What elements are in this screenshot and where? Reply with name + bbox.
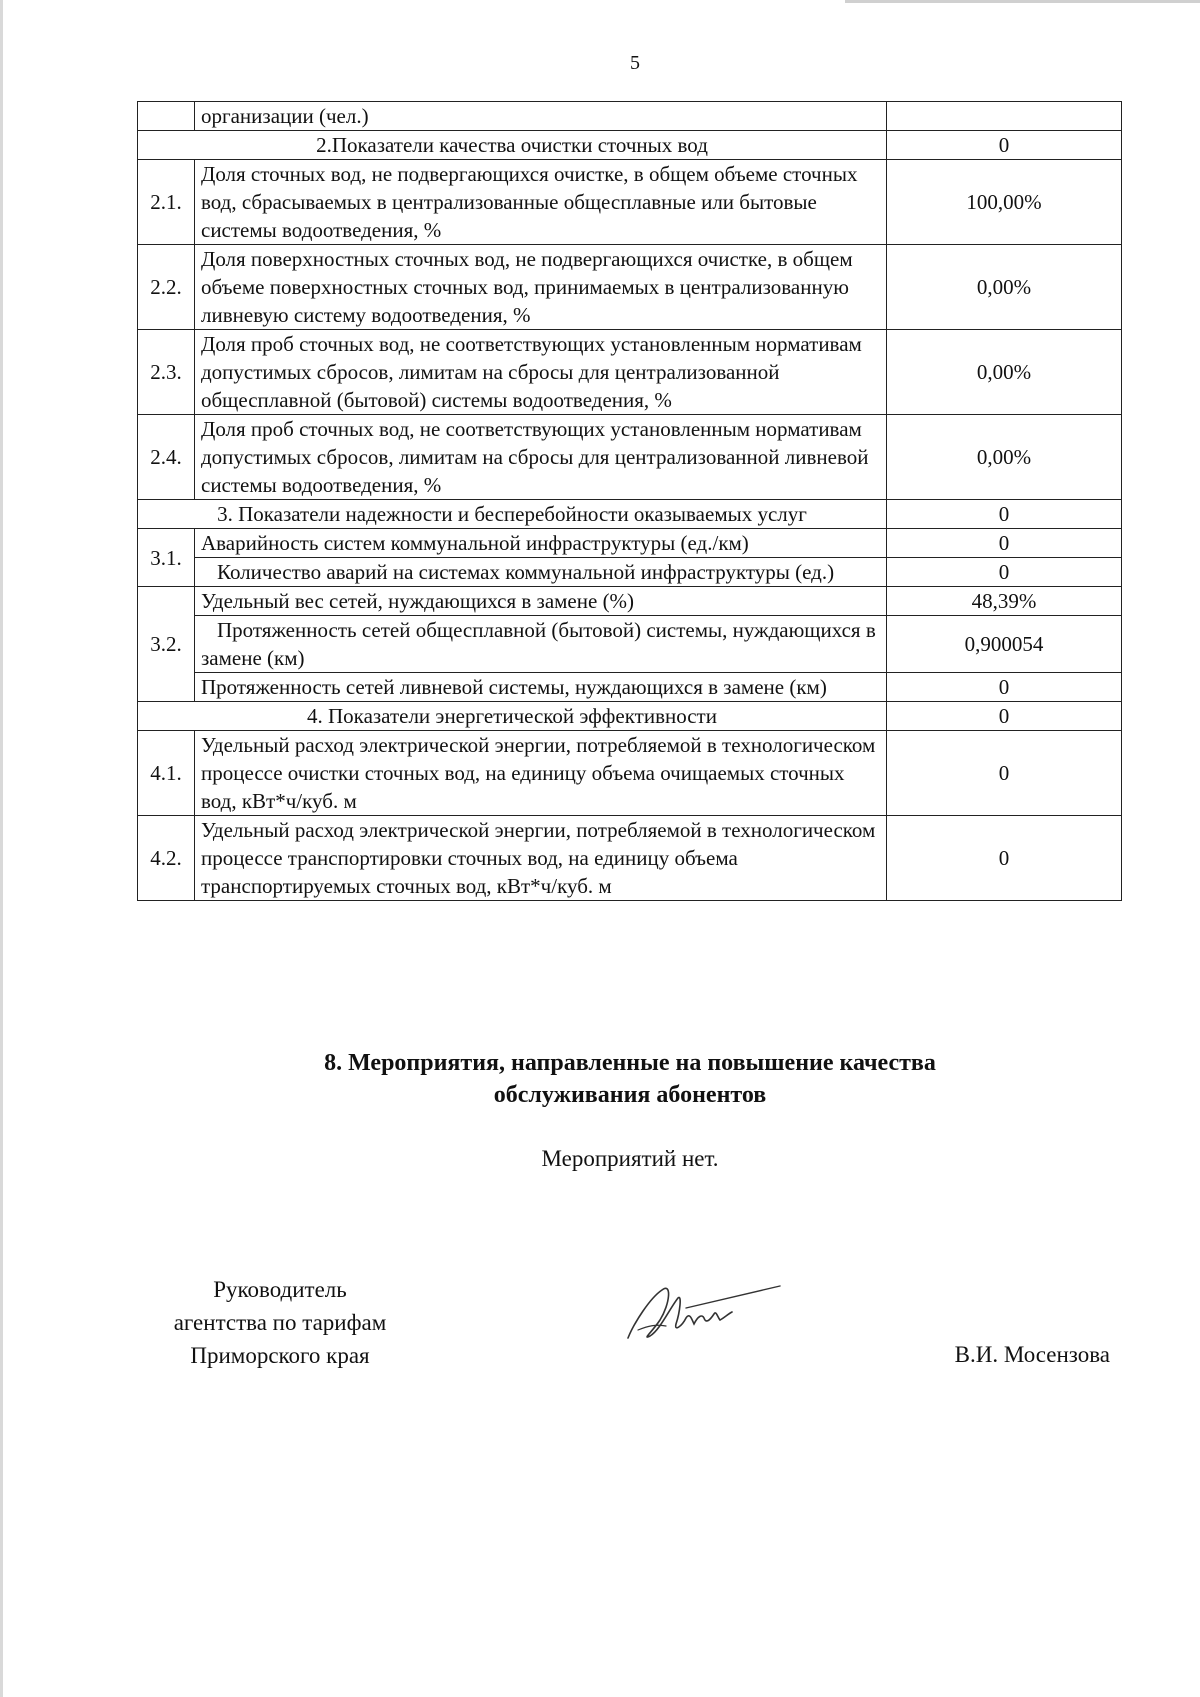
table-row [138, 816, 1122, 901]
indicator-name: организации (чел.) [195, 102, 887, 131]
table-row [138, 529, 1122, 558]
indicator-value: 0 [887, 731, 1122, 816]
indicator-name: Удельный вес сетей, нуждающихся в замене (%) [195, 587, 887, 616]
indicator-name: Доля проб сточных вод, не соответствующих установленным нормативам допустимых сбросов, лимитам на сбросы для централизованной общесплавной (бытовой) системы водоотведения, % [195, 330, 887, 415]
table-row [138, 558, 1122, 587]
section-title: 4. Показатели энергетической эффективности [138, 702, 887, 731]
section-row [138, 131, 1122, 160]
indicator-value: 0,00% [887, 330, 1122, 415]
table-row [138, 415, 1122, 500]
indicator-name: Протяженность сетей ливневой системы, нуждающихся в замене (км) [195, 673, 887, 702]
no-measures-note: Мероприятий нет. [541, 1146, 719, 1171]
indicator-name: Количество аварий на системах коммунальной инфраструктуры (ед.) [195, 558, 887, 587]
handwritten-signature [620, 1268, 790, 1353]
indicator-value: 0 [887, 529, 1122, 558]
indicator-value: 0,900054 [887, 616, 1122, 673]
indicator-value: 0 [887, 673, 1122, 702]
role-line: Приморского края [190, 1343, 370, 1368]
role-line: агентства по тарифам [173, 1310, 387, 1335]
table-row [138, 673, 1122, 702]
row-number: 4.1. [138, 731, 195, 816]
table-row [138, 587, 1122, 616]
indicator-name: Доля сточных вод, не подвергающихся очистке, в общем объеме сточных вод, сбрасываемых в централизованные общесплавные или бытовые системы водоотведения, % [195, 160, 887, 245]
indicator-name: Удельный расход электрической энергии, потребляемой в технологическом процессе очистки сточных вод, на единицу объема очищаемых сточных вод, кВт*ч/куб. м [195, 731, 887, 816]
heading-line: обслуживания абонентов [493, 1082, 767, 1108]
section-title: 3. Показатели надежности и бесперебойности оказываемых услуг [138, 500, 887, 529]
scan-edge [0, 0, 3, 1697]
indicator-name: Удельный расход электрической энергии, потребляемой в технологическом процессе транспортировки сточных вод, на единицу объема транспортируемых сточных вод, кВт*ч/куб. м [195, 816, 887, 901]
row-number: 3.1. [138, 529, 195, 587]
indicator-value: 0 [887, 131, 1122, 160]
table-row [138, 330, 1122, 415]
indicator-name: Протяженность сетей общесплавной (бытовой) системы, нуждающихся в замене (км) [195, 616, 887, 673]
indicators-table [137, 101, 1122, 901]
indicator-value [887, 102, 1122, 131]
section-row [138, 500, 1122, 529]
indicator-value: 48,39% [887, 587, 1122, 616]
indicator-name: Аварийность систем коммунальной инфраструктуры (ед./км) [195, 529, 887, 558]
signatory-name: В.И. Мосензова [954, 1342, 1110, 1367]
indicator-name: Доля проб сточных вод, не соответствующих установленным нормативам допустимых сбросов, лимитам на сбросы для централизованной ливневой системы водоотведения, % [195, 415, 887, 500]
row-number: 2.3. [138, 330, 195, 415]
row-number: 2.4. [138, 415, 195, 500]
table-row [138, 102, 1122, 131]
table-row [138, 160, 1122, 245]
row-number [138, 102, 195, 131]
scan-edge [845, 0, 1200, 3]
row-number: 2.2. [138, 245, 195, 330]
indicator-value: 100,00% [887, 160, 1122, 245]
indicator-name: Доля поверхностных сточных вод, не подвергающихся очистке, в общем объеме поверхностных сточных вод, принимаемых в централизованную ливневую систему водоотведения, % [195, 245, 887, 330]
table-row [138, 731, 1122, 816]
indicator-value: 0,00% [887, 415, 1122, 500]
role-line: Руководитель [213, 1277, 347, 1302]
indicator-value: 0 [887, 816, 1122, 901]
indicator-value: 0,00% [887, 245, 1122, 330]
section-8-heading [180, 1047, 1080, 1111]
page-number: 5 [630, 52, 640, 74]
section-title: 2.Показатели качества очистки сточных вод [138, 131, 887, 160]
indicator-value: 0 [887, 558, 1122, 587]
signatory-role [130, 1273, 430, 1372]
row-number: 2.1. [138, 160, 195, 245]
section-row [138, 702, 1122, 731]
table-row [138, 245, 1122, 330]
table-row [138, 616, 1122, 673]
indicator-value: 0 [887, 702, 1122, 731]
heading-line: 8. Мероприятия, направленные на повышение качества [324, 1050, 936, 1076]
row-number: 3.2. [138, 587, 195, 702]
row-number: 4.2. [138, 816, 195, 901]
indicator-value: 0 [887, 500, 1122, 529]
